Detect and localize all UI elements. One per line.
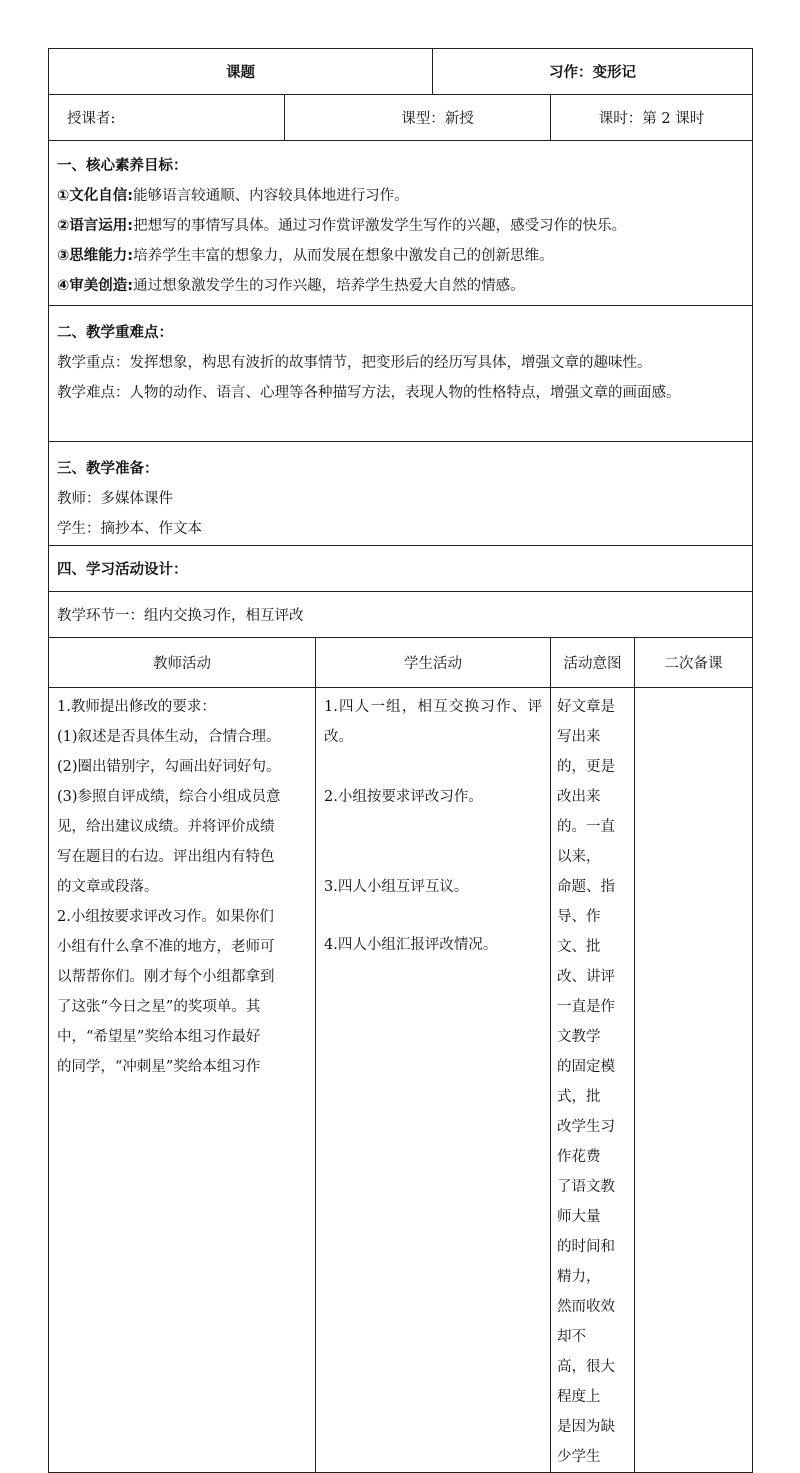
intent-line: 改学生习作花费 xyxy=(557,1119,615,1165)
key-point-focus: 教学重点：发挥想象，构思有波折的故事情节，把变形后的经历写具体，增强文章的趣味性。 xyxy=(57,355,652,371)
intent-line: 的，更是改出来 xyxy=(557,759,615,805)
intent-line: 是因为缺少学生 xyxy=(557,1419,615,1465)
intent-line: 了语文教师大量 xyxy=(557,1179,615,1225)
column-header-student: 学生活动 xyxy=(316,638,551,688)
activity-body-row xyxy=(49,688,753,1473)
teacher-label: 授课者: xyxy=(49,95,285,141)
intent-line: 好文章是写出来 xyxy=(557,699,615,745)
intent-line: 一直是作文教学 xyxy=(557,999,615,1045)
column-header-second-prep: 二次备课 xyxy=(635,638,753,688)
intent-cell xyxy=(551,688,635,1473)
preparation-section xyxy=(49,442,753,546)
activity-segment: 教学环节一：组内交换习作，相互评改 xyxy=(49,592,753,638)
teacher-line: 1.教师提出修改的要求： xyxy=(57,699,216,715)
segment-row xyxy=(49,592,753,638)
preparation-teacher: 教师：多媒体课件 xyxy=(57,491,173,507)
student-item: 4.四人小组汇报评改情况。 xyxy=(324,937,498,953)
teacher-line: 了这张“今日之星”的奖项单。其 xyxy=(57,999,261,1015)
goal-text: 培养学生丰富的想象力，从而发展在想象中激发自己的创新思维。 xyxy=(133,248,554,264)
goal-text: 能够语言较通顺、内容较具体地进行习作。 xyxy=(133,188,409,204)
goals-title: 一、核心素养目标： xyxy=(57,158,188,174)
intent-line: 然而收效却不 xyxy=(557,1299,615,1345)
goals-section xyxy=(49,141,753,306)
info-row xyxy=(49,95,753,141)
topic-label: 课题 xyxy=(49,49,433,95)
goal-item xyxy=(57,211,744,241)
activity-header-row xyxy=(49,638,753,688)
key-points-title: 二、教学重难点： xyxy=(57,325,173,341)
teacher-line: 见，给出建议成绩。并将评价成绩 xyxy=(57,819,275,835)
teacher-line: 中，“希望星”奖给本组习作最好 xyxy=(57,1029,261,1045)
activity-title-row xyxy=(49,546,753,592)
goal-item xyxy=(57,271,744,301)
teacher-activity-cell xyxy=(49,688,316,1473)
goal-item xyxy=(57,241,744,271)
key-points-section xyxy=(49,306,753,442)
key-points-row xyxy=(49,306,753,442)
teacher-line: (1)叙述是否具体生动，合情合理。 xyxy=(57,729,281,745)
teacher-line: 2.小组按要求评改习作。如果你们 xyxy=(57,909,274,925)
student-item: 2.小组按要求评改习作。 xyxy=(324,789,483,805)
goal-label: ③思维能力: xyxy=(57,248,134,264)
intent-line: 文、批改、讲评 xyxy=(557,939,615,985)
intent-line: 的时间和精力， xyxy=(557,1239,615,1285)
column-header-teacher: 教师活动 xyxy=(49,638,316,688)
goal-text: 把想写的事情写具体。通过习作赏评激发学生写作的兴趣，感受习作的快乐。 xyxy=(133,218,627,234)
student-activity-cell xyxy=(316,688,551,1473)
teacher-line: 小组有什么拿不准的地方，老师可 xyxy=(57,939,275,955)
activity-title: 四、学习活动设计： xyxy=(49,546,753,592)
preparation-title: 三、教学准备： xyxy=(57,461,159,477)
teacher-line: 以帮帮你们。刚才每个小组都拿到 xyxy=(57,969,275,985)
student-item: 3.四人小组互评互议。 xyxy=(324,879,469,895)
goal-label: ②语言运用: xyxy=(57,218,134,234)
teacher-line: (2)圈出错别字，勾画出好词好句。 xyxy=(57,759,281,775)
teacher-line: 的同学，“冲刺星”奖给本组习作 xyxy=(57,1059,261,1075)
topic-row xyxy=(49,49,753,95)
preparation-student: 学生：摘抄本、作文本 xyxy=(57,521,202,537)
goal-label: ①文化自信: xyxy=(57,188,134,204)
student-item: 1.四人一组，相互交换习作、评改。 xyxy=(324,699,542,745)
intent-line: 高，很大程度上 xyxy=(557,1359,615,1405)
key-point-difficulty: 教学难点：人物的动作、语言、心理等各种描写方法，表现人物的性格特点，增强文章的画面感。 xyxy=(57,385,681,401)
preparation-row xyxy=(49,442,753,546)
goals-row xyxy=(49,141,753,306)
teacher-line: 写在题目的右边。评出组内有特色 xyxy=(57,849,275,865)
lesson-type: 课型：新授 xyxy=(285,95,551,141)
goal-item xyxy=(57,181,744,211)
lesson-plan-table xyxy=(48,48,753,1473)
intent-line: 命题、指导、作 xyxy=(557,879,615,925)
second-prep-cell xyxy=(635,688,753,1473)
teacher-line: (3)参照自评成绩，综合小组成员意 xyxy=(57,789,281,805)
column-header-intent: 活动意图 xyxy=(551,638,635,688)
goal-label: ④审美创造: xyxy=(57,278,134,294)
topic-value: 习作：变形记 xyxy=(433,49,753,95)
intent-line: 的。一直以来， xyxy=(557,819,615,865)
lesson-period: 课时：第 2 课时 xyxy=(551,95,753,141)
goal-text: 通过想象激发学生的习作兴趣，培养学生热爱大自然的情感。 xyxy=(133,278,525,294)
intent-line: 的固定模式，批 xyxy=(557,1059,615,1105)
lesson-plan-sheet xyxy=(48,48,752,1473)
teacher-line: 的文章或段落。 xyxy=(57,879,159,895)
